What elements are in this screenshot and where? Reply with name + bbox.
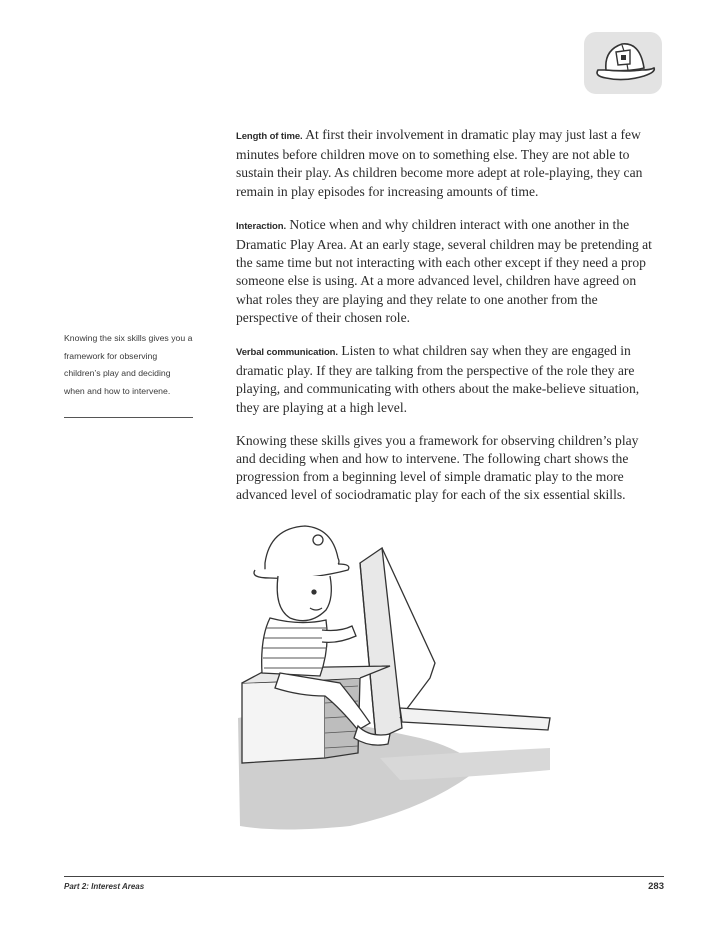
paragraph-knowing-skills	[236, 432, 661, 505]
paragraph-body: Notice when and why children interact with one another in the Dramatic Play Area. At an early stage, several children may be pretending at the same time but not interacting with each other except if they need a prop someone else is using. At a more advanced level, children have agreed on what roles they are playing and they relate to one another from the perspective of their chosen role.	[236, 216, 652, 325]
chapter-tab	[584, 32, 662, 94]
footer-divider	[64, 876, 664, 877]
pull-quote: Knowing the six skills gives you a framework for observing children’s play and deciding when and how to intervene.	[64, 333, 193, 396]
pull-quote-divider	[64, 417, 193, 418]
paragraph-body: Knowing these skills gives you a framework for observing children’s play and deciding when and how to intervene. The following chart shows the progression from a beginning level of simple dramatic play to the more advanced level of sociodramatic play for each of the six essential skills.	[236, 432, 639, 503]
paragraph-verbal-communication	[236, 342, 661, 417]
paragraph-lead: Verbal communication.	[236, 347, 338, 359]
paragraph-body: Listen to what children say when they are engaged in dramatic play. If they are talking from the perspective of the role they are playing, and communicating with others about the make-believe situation, they are playing at a high level.	[236, 343, 640, 415]
page-number: 283	[648, 881, 664, 892]
paragraph-body: At first their involvement in dramatic play may just last a few minutes before children move on to something else. They are not able to sustain their play. As children become more adept at role-playing, they can remain in play episodes for increasing amounts of time.	[236, 127, 643, 199]
firefighter-helmet-icon	[584, 32, 662, 94]
paragraph-lead: Length of time.	[236, 131, 303, 142]
footer-section-title: Part 2: Interest Areas	[64, 882, 145, 891]
main-text	[236, 126, 661, 520]
paragraph-length-of-time	[236, 126, 661, 201]
paragraph-lead: Interaction.	[236, 220, 287, 232]
child-in-firefighter-helmet-with-blocks-illustration	[230, 508, 560, 833]
paragraph-interaction	[236, 216, 661, 327]
